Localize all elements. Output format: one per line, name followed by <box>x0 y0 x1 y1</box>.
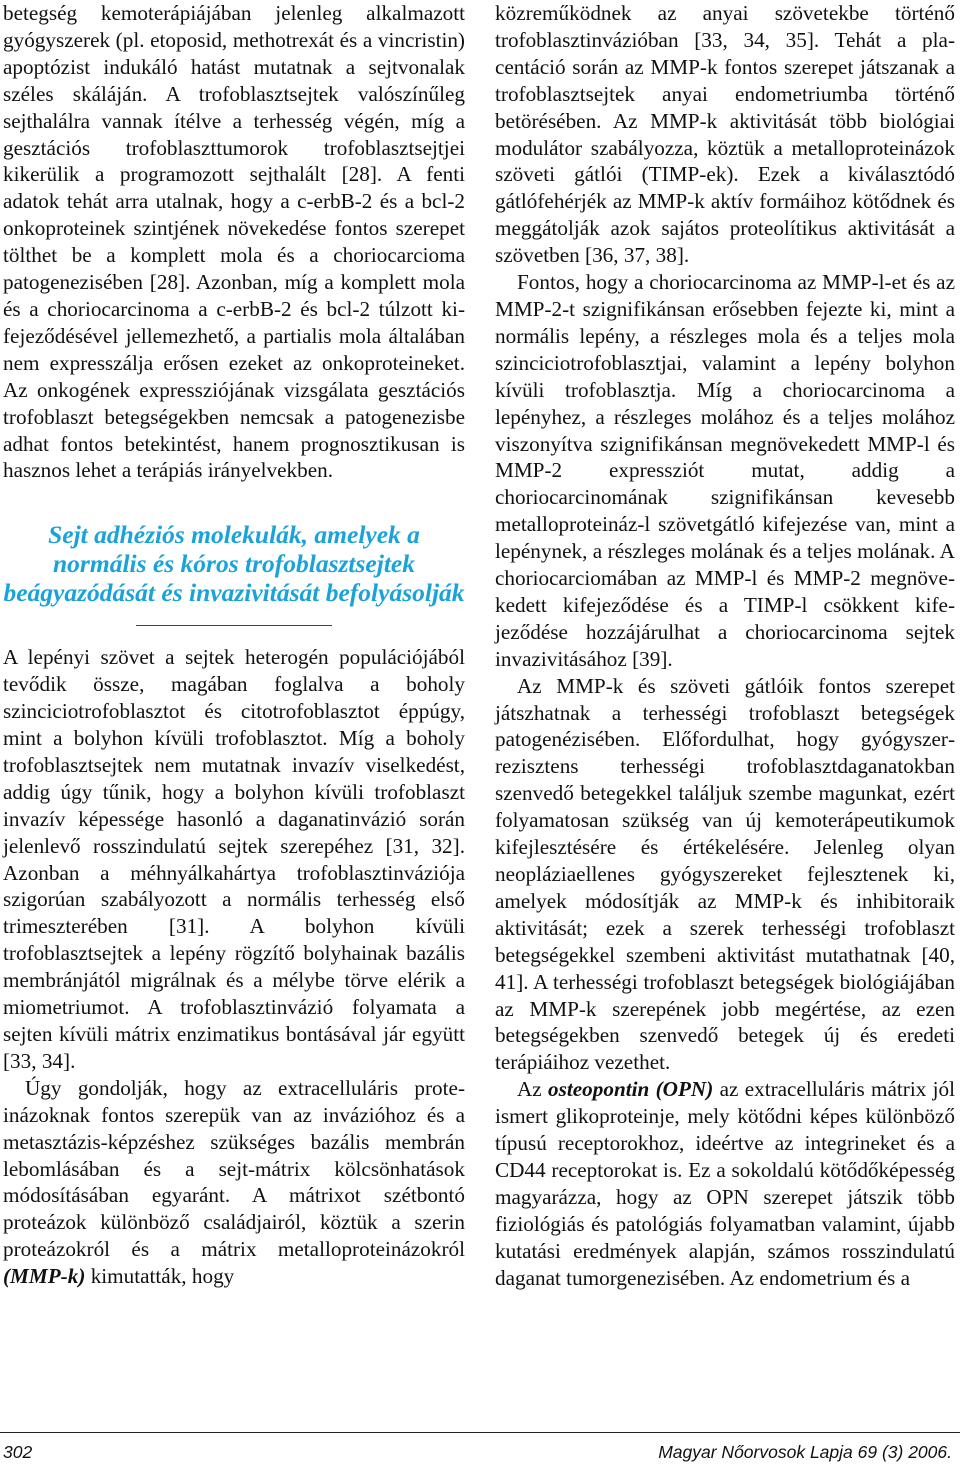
body-paragraph: A lepényi szövet a sejtek heterogén populációjából tevődik össze, magában foglalva a boholy szinciciotrofoblasztot és citotrofoblasztot éppúgy, mint a bolyhon kívüli trofoblasztot. Míg a boholy trofoblasztsejtek nem mutatnak invazív viselkedést, addig úgy tűnik, hogy a bolyhon kívüli trofoblaszt invazív képessége hasonló a daganatinvázió során jelenlevő rosszindulatú sejtek szerepéhez [31, 32]. Azonban a méhnyálkahártya trofoblasztinváziója szigorúan szabályozott a normális terhesség első trimeszterében [31]. A bolyhon kívüli trofoblasztsejtek a lepény rögzítő bolyhainak bazális membránjától migrálnak és a mélybe törve elérik a miometriumot. A trofoblasztinvázió folyamata a sejten kívüli mátrix enzimatikus bontásával jár együtt [33, 34]. <box>3 645 465 1073</box>
left-column <box>3 0 465 1290</box>
section-heading: Sejt adhéziós molekulák, amelyek a normális és kóros trofoblasztsejtek beágyazódását és invazivitását befolyásolják <box>3 520 465 608</box>
body-paragraph: Fontos, hogy a choriocarcinoma az MMP-l-et és az MMP-2-t szignifikánsan erősebben fejezte ki, mint a normális lepény, a részleges mola és a teljes mola szinciciotrofoblasztjai, valamint a lepény bolyhon kívüli trofoblasztja. Míg a choriocarcinoma a lepényhez, a részleges molához és a teljes molához viszonyítva szignifikánsan megnövekedett MMP-l és MMP-2 expressziót mutat, addig a choriocarcinomának szignifikánsan kevesebb metalloproteináz-l szövetgátló kifejezése van, mint a lepénynek, a részleges molának és a teljes molának. A choriocarciomában az MMP-l és MMP-2 megnövekedett kifejeződése és a TIMP-l csökkent kifejeződése hozzájárulhat a choriocarcinoma sejtek invazivitásához [39]. <box>495 270 955 671</box>
body-paragraph <box>495 1076 955 1291</box>
heading-divider <box>136 625 332 626</box>
body-paragraph: betegség kemoterápiájában jelenleg alkalmazott gyógyszerek (pl. etoposid, methotrexát és a vincristin) apoptózist indukáló hatást mutatnak a sejtvonalak széles skáláján. A trofoblasztsejtek valószínűleg sejthalálra vannak ítélve a terhesség végén, míg a gesztációs trofoblaszttumorok trofoblasztsejtjei kikerülik a programozott sejthalált [28]. A fenti adatok tehát arra utalnak, hogy a c-erbB-2 és a bcl-2 onkoproteinek szintjének növekedése fontos szerepet tölthet be a komplett mola és a choriocarcioma patogenezisében [28]. Azonban, míg a komplett mola és a choriocarcinoma a c-erbB-2 és bcl-2 túlzott kifejeződésével jellemezhető, a partialis mola általában nem expresszálja erősen ezeket az onkoproteineket. Az onkogének expressziójának vizsgálata gesztációs trofoblaszt betegségekben nemcsak a patogenezisbe adhat fontos betekintést, hanem prognosztikusan is hasznos lehet a terápiás irányelvekben. <box>3 1 465 483</box>
journal-citation: Magyar Nőorvosok Lapja 69 (3) 2006. <box>658 1442 952 1462</box>
right-column <box>495 0 955 1292</box>
paragraph-text: Az <box>517 1077 549 1102</box>
paragraph-text: kimutatták, hogy <box>85 1264 235 1289</box>
emphasized-term: osteopontin (OPN) <box>548 1077 714 1102</box>
paragraph-text: az extracelluláris mátrix jól ismert glikoproteinje, mely kötődni képes különböző típusú receptorokhoz, ideértve az integrineket és a CD44 receptorokat is. Ez a sokoldalú kötődőképesség magyarázza, hogy az OPN szerepet játszik több fiziológiás és patológiás folyamatban valamint, újabb kutatási eredmények alapján, számos rosszindulatú daganat tumorgenezisében. Az endometrium és a <box>495 1077 956 1290</box>
page-footer <box>0 1432 960 1469</box>
page-number: 302 <box>3 1442 33 1462</box>
footer-rule <box>0 1432 960 1433</box>
body-paragraph <box>3 1075 465 1290</box>
emphasized-term: (MMP-k) <box>3 1264 86 1289</box>
paragraph-text: Úgy gondolják, hogy az extracelluláris proteinázoknak fontos szerepük van az invázióhoz és a metasztázis-képzéshez szükséges bazális membrán lebomlásában és a sejt-mátrix kölcsönhatások módosításában egyaránt. A mátrixot szétbontó proteázok különböző családjairól, köztük a szerin proteázokról és a mátrix metalloproteinázokról <box>3 1075 465 1262</box>
body-paragraph: közreműködnek az anyai szövetekbe történő trofoblasztinvázióban [33, 34, 35]. Tehát a placentáció során az MMP-k fontos szerepet játszanak a trofoblasztsejtek anyai endometriumba történő betörésében. Az MMP-k aktivitását több biológiai modulátor szabályozza, köztük a metalloproteinázok szöveti gátlói (TIMP-ek). Ezek a kiválasztódó gátlófehérjék az MMP-k aktív formáihoz kötődnek és meggátolják azok sajátos proteolítikus aktivitását a szövetben [36, 37, 38]. <box>495 1 955 268</box>
body-paragraph: Az MMP-k és szöveti gátlóik fontos szerepet játszhatnak a terhességi trofoblaszt betegségek patogenézisében. Előfordulhat, hogy gyógyszerrezisztens terhességi trofoblasztdaganatokban szenvedő betegekkel találjuk szembe magunkat, ezért folyamatosan szükség van új kemoterápeutikumok kifejlesztésére és értékelésére. Jelenleg olyan neopláziaellenes gyógyszereket fejlesztenek ki, amelyek módosítják az MMP-k és inhibitoraik aktivitását; ezek a szerek terhességi trofoblaszt betegségekkel szembeni aktivitást mutathatnak [40, 41]. A terhességi trofoblaszt betegségek biológiájában az MMP-k szerepének jobb megértése, az ezen betegségekben szenvedő betegek új és eredeti terápiáihoz vezethet. <box>495 673 955 1075</box>
